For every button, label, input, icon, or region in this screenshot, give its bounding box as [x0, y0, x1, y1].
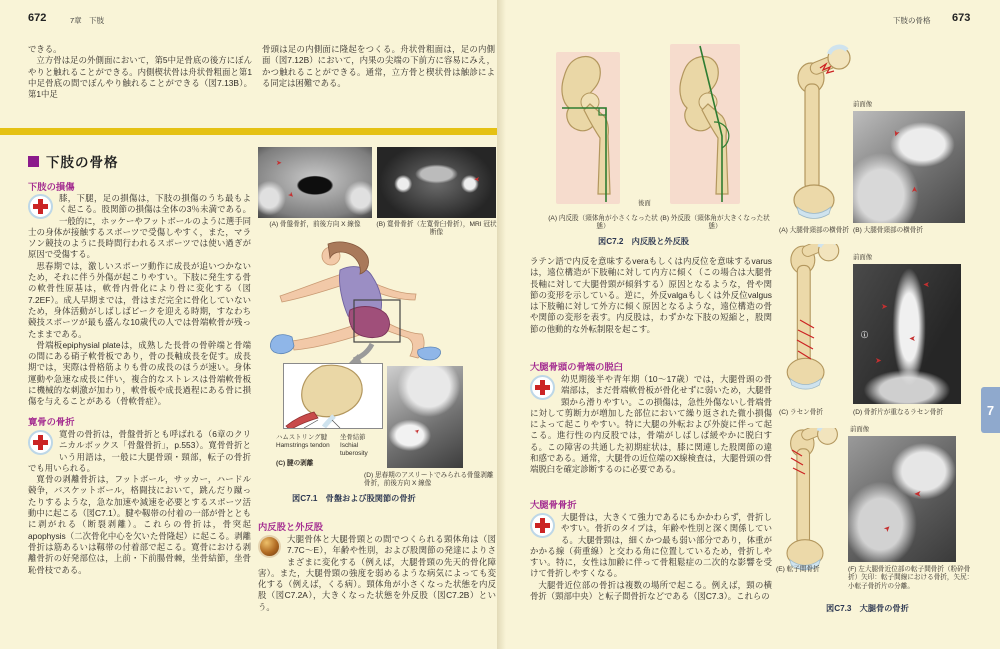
xray-pelvis-image: ➤ ➤: [258, 147, 372, 218]
observation-icon: [258, 535, 281, 558]
clinical-text: 大腿骨は，大きくて強力であるにもかかわらず，骨折しやすい。骨折のタイプは，年齢や性別と深く関係している。大腿骨頸は，細くかつ最も弱い部分であり，体重がかかる線（荷重線）と交わる角に位置しているため，骨折しやすい。特に，女性は加齢に伴って骨粗鬆症の二次的な影響を受けて骨折しやすくなる。: [530, 512, 772, 579]
coxa-vara-illustration: [556, 52, 620, 204]
figure-c72-caption-b: (B) 外反股（頸体角が大きくなった状態）: [660, 215, 770, 231]
left-page-number: 672: [28, 12, 47, 24]
clinical-text: 膝，下腿，足の損傷は，下肢の損傷のうち最もよく起こる。股関節の損傷は全体の3％未満である。一般的に，ホッケーやフットボールのように選手同士の身体が接触するスポーツで受傷しやすく，また，マラソン競技のように長時間行われるスポーツでは使い過ぎが原因で受傷する。: [28, 193, 251, 260]
label-hamstring-tendon: [276, 434, 332, 450]
clinical-text: 寛骨の骨折は，骨盤骨折とも呼ばれる（6章のクリニカルボックス「骨盤骨折」，p.553）。寛骨骨折という用語は，一般に大腿骨頭・頸部，転子の骨折でも用いられる。: [28, 429, 251, 473]
clinical-text: 大腿骨体と大腿骨頸との間でつくられる頸体角は（図7.7C〜E），年齢や性別，および股関節の発達によりさまざまに変化する（例えば，大腿骨頸の先天的骨化障害）。また，大腿骨頸の強度を弱めるような病気によっても変化する（例えば，くる病）。頸体角が小さくなった状態を内反股（図C7.2A），大きくなった状態を外反股（図C7.2B）という。: [258, 534, 496, 612]
clinical-text: 大腿骨近位部の骨折は複数の場所で起こる。例えば，頸の横骨折（頸部中央）と転子間骨折などである（図C7.3）。これらの: [530, 579, 772, 602]
clinical-text: 骨端板epiphysial plateは，成熟した長骨の骨幹端と骨端の間にある硝子軟骨板であり，骨の長軸成長を促す。成長期では，実際は骨格筋よりも骨の成長のほうが速い。身体運動や急速な成長に伴い，複合的なストレスは骨端軟骨板に機械的な刺激が加わり，軟骨板や成長過程にある骨に損傷を与えることがある（骨軟骨症）。: [28, 339, 251, 407]
intro-column-2: [262, 44, 495, 89]
femur-intertrochanteric-fracture-drawing: [778, 428, 842, 588]
figure-c73-caption-f: (F) 左大腿骨近位部の転子間骨折（粉砕骨折）矢印：転子間線における骨折，矢尻：小転子骨折片の分離。: [848, 566, 974, 590]
figure-caption-c: (C) 腱の剥離: [276, 460, 314, 467]
red-cross-icon: [28, 194, 53, 219]
figure-c72-view-label: 後面: [638, 200, 651, 207]
figure-c72-caption-a: (A) 内反股（頸体角が小さくなった状態）: [548, 215, 658, 231]
varus-valgus-text: [530, 256, 772, 335]
subheading-hip-fracture: 寛骨の骨折: [28, 417, 75, 427]
left-running-head: 7章 下肢: [70, 16, 105, 25]
subheading-coxa-vara-valga: 内反股と外反股: [258, 522, 324, 532]
xray-avulsion-image: ➤: [387, 366, 463, 468]
intro-paragraph: 骨頭は足の内側面に隆起をつくる。舟状骨粗面は，足の内側面（図7.12B）において，内果の尖端の下前方に容易にみえ，かつ触れることができる。通常，立方骨と楔状骨は触診による同定は困難である。: [262, 44, 495, 88]
subheading-epiphysis-slip: 大腿骨頭の骨端の脱臼: [530, 362, 623, 372]
figure-caption-d: (D) 思春期のアスリートでみられる骨盤剥離骨折，前後方向 X 線像: [364, 472, 494, 488]
label-hamstring-en: Hamstrings tendon: [276, 441, 330, 449]
right-running-head: 下肢の骨格: [893, 16, 931, 25]
red-cross-icon: [530, 513, 555, 538]
figure-c72-caption: 図C7.2 内反股と外反股: [598, 237, 689, 246]
clinical-box-femur-fracture: [530, 512, 772, 602]
figure-caption-b: (B) 寛骨骨折（左寛骨臼骨折），MRI 冠状断像: [376, 221, 497, 237]
section-divider-bar: [0, 128, 497, 135]
label-ischial-tuberosity: [340, 434, 382, 457]
clinical-text: 寛骨の剥離骨折は，フットボール，サッカー，ハードル競争，バスケットボール，格闘技において，跳んだり蹴ったりするような，急な加速や減速を必要とするスポーツ活動中に起こる（図C7.1）。腱や靱帯の付着の一部が骨とともに剥がれる（断裂剥離）。これらの骨折は，骨突起apophysis（二次骨化中心を欠いた骨隆起）に起こる。剥離骨折は筋あるいは靱帯の付着部で起こる。寛骨における剥離骨折の好発部位は，上前・下前腸骨棘，坐骨結節，坐骨恥骨枝である。: [28, 474, 251, 575]
label-hamstring-jp: ハムストリング腱: [276, 434, 327, 441]
xray-spiral-fracture-image: ➤ ➤ ➤ ➤ ⓘ: [853, 264, 961, 404]
label-ischial-jp: 坐骨結節: [340, 434, 366, 441]
front-view-label-f: 前面像: [850, 426, 870, 433]
intro-paragraph: できる。: [28, 44, 62, 54]
subheading-femur-fracture: 大腿骨骨折: [530, 500, 577, 510]
front-view-label-d: 前面像: [853, 254, 873, 261]
page-binding: [497, 0, 509, 649]
coxa-valga-illustration: [670, 44, 740, 204]
body-paragraph: ラテン語で内反を意味するveraもしくは内反位を意味するvarusは，遠位構造が下肢軸に対して内方に傾く（この場合は大腿骨長軸に対して大腿骨頸が傾斜する）原因となるような，骨や関節の変形を示している。逆に，外反valgaもしくは外反位valgusは下肢軸に対して外方に傾く原因となるような，遠位構造の骨や関節の変形を表す。内反股は，わずかな下肢の短縮と，股関節の他動的な外転制限を起こす。: [530, 256, 772, 334]
heading-square-icon: [28, 156, 39, 167]
figure-c73-caption-e: (E) 転子間骨折: [776, 566, 820, 573]
red-cross-icon: [530, 375, 555, 400]
figure-c73-caption-d: (D) 骨折片が重なるラセン骨折: [853, 409, 944, 416]
red-cross-icon: [28, 430, 53, 455]
subheading-lower-limb-injury: 下肢の損傷: [28, 182, 75, 192]
femur-neck-fracture-drawing: [782, 42, 852, 224]
coxa-vara-valga-text: [258, 534, 496, 613]
figure-c73-caption-c: (C) ラセン骨折: [779, 409, 823, 416]
xray-femoral-neck-image: ➤ ➤: [853, 111, 965, 223]
clinical-text: 幼児期後半や青年期（10〜17歳）では，大腿骨頭の骨端部は，まだ骨端軟骨板が骨化せずに弱いため，大腿骨頸から滑りやすい。この損傷は，急性外傷ないし骨端骨に対して剪断力が増加した部位において繰り返された微小損傷によって起こりやすい。特に大腿の外転および外旋に伴って起こる。進行性の内反股では，骨端がしばしば緩やかに脱臼する。この障害の共通した初期症状は，膝に関連した股関節の違和感である。通常，大腿骨の近位端のX線検査は，大腿骨頭の骨端脱臼を確定診断するのに必要である。: [530, 374, 772, 475]
chapter-tab: 7: [981, 387, 1000, 433]
xray-intertrochanteric-image: ➤ ➤: [848, 436, 956, 562]
intro-paragraph: 立方骨は足の外側面において，第5中足骨底の後方にぼんやりと触れることができる。内側楔状骨は舟状骨粗面と第1中足骨底の間でぼんやり触れることができる（図7.13B）。第1中足: [28, 55, 252, 100]
clinical-box-epiphysis: [530, 374, 772, 476]
main-heading-label: 下肢の骨格: [46, 155, 119, 170]
mri-hip-image: ➤: [377, 147, 496, 218]
clinical-text: 思春期では，激しいスポーツ動作に成長が追いつかないため，それに伴う外傷が起こりやすい。下肢に発生する骨の軟骨性原基は，軟骨内骨化により骨に変化する（図7.2EF）。成人早期までは，骨はまだ完全に骨化していないため，身体活動がしばしばピークを迎える時期，すなわち競技スポーツが最も盛んな10歳代の人では骨端軟骨が残ったままである。: [28, 260, 251, 339]
figure-c73-caption-b: (B) 大腿骨頸部の横骨折: [853, 227, 923, 234]
clinical-box-injury: [28, 193, 251, 408]
hip-bone-drawing: [283, 363, 383, 429]
right-page-number: 673: [952, 12, 971, 24]
femur-spiral-fracture-drawing: [778, 244, 842, 406]
figure-caption-a: (A) 骨盤骨折，前後方向 X 線像: [269, 221, 361, 228]
figure-c71-caption: 図C7.1 骨盤および股関節の骨折: [292, 494, 416, 503]
figure-c73-caption: 図C7.3 大腿骨の骨折: [826, 604, 909, 613]
main-section-heading: [28, 151, 119, 171]
hurdler-illustration: [268, 238, 496, 364]
figure-c73-caption-a: (A) 大腿骨頸部の横骨折: [779, 227, 849, 234]
clinical-box-hip-fracture: [28, 429, 251, 576]
intro-column-1: [28, 44, 252, 100]
label-ischial-en: Ischial tuberosity: [340, 441, 368, 457]
front-view-label-b: 前面像: [853, 101, 873, 108]
